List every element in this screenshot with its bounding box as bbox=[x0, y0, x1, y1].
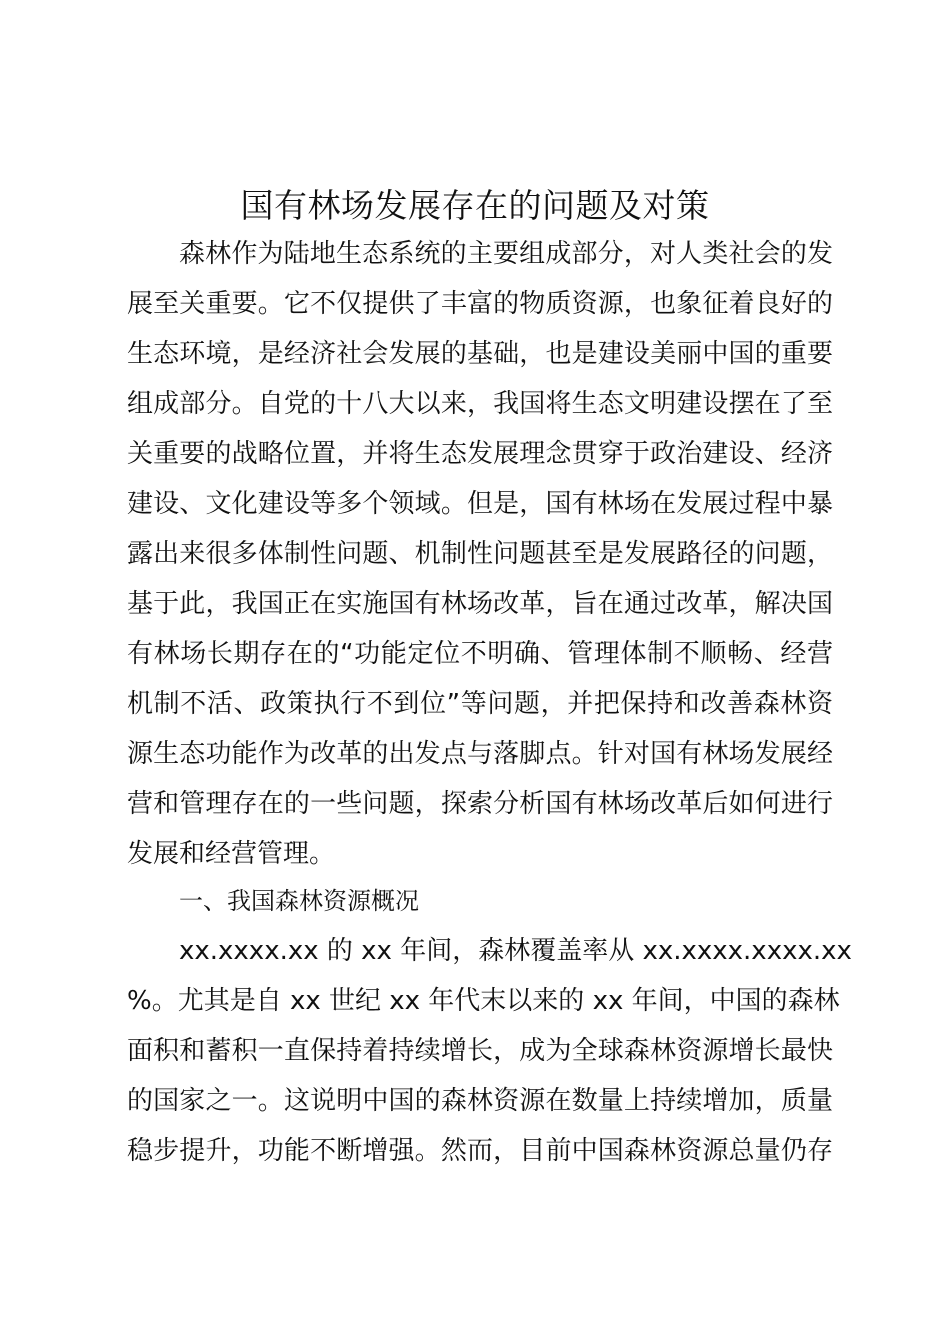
text-line: 稳步提升，功能不断增强。然而，目前中国森林资源总量仍存 bbox=[127, 1136, 833, 1166]
text-line: 发展和经营管理。 bbox=[127, 839, 336, 869]
text-line: 机制不活、政策执行不到位”等问题，并把保持和改善森林资 bbox=[127, 689, 833, 719]
text-line: 基于此，我国正在实施国有林场改革，旨在通过改革，解决国 bbox=[127, 589, 833, 619]
text-line: 的国家之一。这说明中国的森林资源在数量上持续增加，质量 bbox=[127, 1086, 833, 1116]
paragraph-forest-overview bbox=[127, 926, 852, 1176]
text-line: 面积和蓄积一直保持着持续增长，成为全球森林资源增长最快 bbox=[127, 1036, 833, 1066]
text-line: 源生态功能作为改革的出发点与落脚点。针对国有林场发展经 bbox=[127, 739, 833, 769]
text-line: xx.xxxx.xx 的 xx 年间，森林覆盖率从 xx.xxxx.xxxx.xx bbox=[179, 936, 852, 966]
text-line: %。尤其是自 xx 世纪 xx 年代末以来的 xx 年间，中国的森林 bbox=[127, 986, 840, 1016]
text-line: 有林场长期存在的“功能定位不明确、管理体制不顺畅、经营 bbox=[127, 639, 833, 669]
text-line: 组成部分。自党的十八大以来，我国将生态文明建设摆在了至 bbox=[127, 389, 833, 419]
text-line: 露出来很多体制性问题、机制性问题甚至是发展路径的问题， bbox=[127, 539, 833, 569]
text-line: 关重要的战略位置，并将生态发展理念贯穿于政治建设、经济 bbox=[127, 439, 833, 469]
text-line: 生态环境，是经济社会发展的基础，也是建设美丽中国的重要 bbox=[127, 339, 833, 369]
document-title: 国有林场发展存在的问题及对策 bbox=[240, 186, 710, 225]
text-line: 建设、文化建设等多个领域。但是，国有林场在发展过程中暴 bbox=[127, 489, 833, 519]
paragraph-intro bbox=[127, 229, 833, 879]
text-line: 营和管理存在的一些问题，探索分析国有林场改革后如何进行 bbox=[127, 789, 833, 819]
text-line: 展至关重要。它不仅提供了丰富的物质资源，也象征着良好的 bbox=[127, 289, 833, 319]
section-heading: 一、我国森林资源概况 bbox=[179, 887, 419, 915]
text-line: 森林作为陆地生态系统的主要组成部分，对人类社会的发 bbox=[179, 239, 833, 269]
